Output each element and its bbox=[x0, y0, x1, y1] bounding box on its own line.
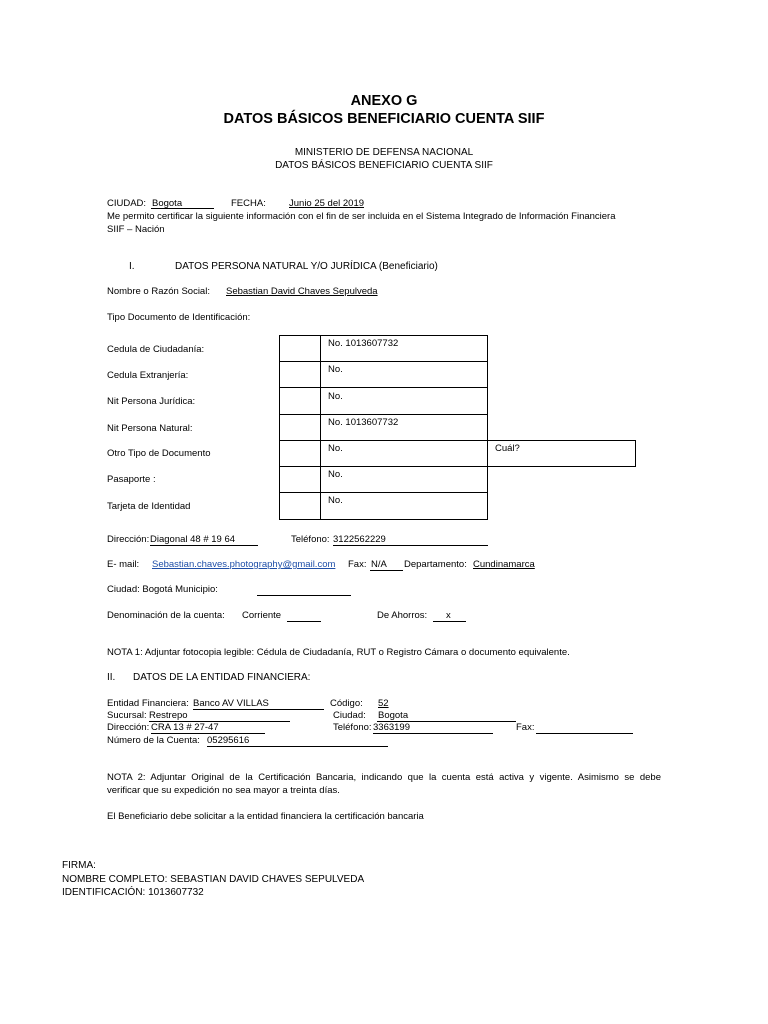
corriente-underline[interactable] bbox=[287, 621, 321, 622]
cuenta-underline bbox=[207, 746, 388, 747]
entidad-direccion-label: Dirección: bbox=[107, 722, 150, 733]
razon-social-label: Nombre o Razón Social: bbox=[107, 286, 210, 297]
doc-label-pasaporte: Pasaporte : bbox=[107, 474, 156, 485]
doc-number-nit-natural: No. 1013607732 bbox=[328, 417, 399, 428]
entidad-telefono-underline bbox=[373, 733, 493, 734]
telefono-underline bbox=[333, 545, 488, 546]
section2-title: DATOS DE LA ENTIDAD FINANCIERA: bbox=[133, 672, 311, 683]
entidad-telefono-label: Teléfono: bbox=[333, 722, 372, 733]
direccion-value[interactable]: Diagonal 48 # 19 64 bbox=[150, 534, 236, 545]
ahorros-underline bbox=[433, 621, 466, 622]
codigo-label: Código: bbox=[330, 698, 363, 709]
doc-checkbox-nit-natural[interactable] bbox=[279, 414, 321, 441]
entidad-value[interactable]: Banco AV VILLAS bbox=[193, 698, 269, 709]
direccion-label: Dirección: bbox=[107, 534, 150, 545]
doc-checkbox-cedula-ciudadania[interactable] bbox=[279, 335, 321, 362]
direccion-underline bbox=[150, 545, 258, 546]
ciudad-value[interactable]: Bogota bbox=[152, 198, 183, 209]
doc-number-box-tarjeta-identidad[interactable] bbox=[320, 492, 488, 520]
section2-number: II. bbox=[107, 672, 116, 683]
email-link[interactable]: Sebastian.chaves.photography@gmail.com bbox=[152, 559, 336, 570]
doc-number-pasaporte: No. bbox=[328, 469, 343, 480]
doc-checkbox-tarjeta-identidad[interactable] bbox=[279, 492, 321, 520]
doc-number-box-otro[interactable] bbox=[320, 440, 636, 467]
ahorros-label: De Ahorros: bbox=[377, 610, 428, 621]
nota-2-line-1: NOTA 2: Adjuntar Original de la Certificación Bancaria, indicando que la cuenta está activa y vigente. Asimismo se debe bbox=[107, 772, 661, 783]
doc-label-tarjeta-identidad: Tarjeta de Identidad bbox=[107, 501, 191, 512]
doc-checkbox-nit-juridica[interactable] bbox=[279, 387, 321, 415]
fax-underline bbox=[370, 570, 403, 571]
entidad-direccion-underline bbox=[151, 733, 265, 734]
ministry-name: MINISTERIO DE DEFENSA NACIONAL bbox=[294, 147, 474, 158]
tipo-documento-label: Tipo Documento de Identificación: bbox=[107, 312, 251, 323]
doc-checkbox-otro[interactable] bbox=[279, 440, 321, 467]
section1-title: DATOS PERSONA NATURAL Y/O JURÍDICA (Beneficiario) bbox=[175, 261, 438, 272]
entidad-fax-underline[interactable] bbox=[536, 733, 633, 734]
entidad-ciudad-value[interactable]: Bogota bbox=[378, 710, 409, 721]
entidad-label: Entidad Financiera: bbox=[107, 698, 189, 709]
codigo-value[interactable]: 52 bbox=[378, 698, 389, 709]
nombre-completo: NOMBRE COMPLETO: SEBASTIAN DAVID CHAVES SEPULVEDA bbox=[62, 874, 365, 885]
document-title: DATOS BÁSICOS BENEFICIARIO CUENTA SIIF bbox=[223, 111, 545, 127]
doc-label-cedula-ciudadania: Cedula de Ciudadanía: bbox=[107, 344, 205, 355]
departamento-label: Departamento: bbox=[404, 559, 467, 570]
razon-social-value[interactable]: Sebastian David Chaves Sepulveda bbox=[226, 286, 378, 297]
anexo-heading: ANEXO G bbox=[350, 93, 418, 109]
doc-otro-cual: Cuál? bbox=[495, 443, 520, 454]
certify-line-1: Me permito certificar la siguiente información con el fin de ser incluida en el Sistema Integrado de Información Financiera bbox=[107, 211, 616, 222]
doc-label-cedula-extranjeria: Cedula Extranjería: bbox=[107, 370, 189, 381]
corriente-label: Corriente bbox=[242, 610, 282, 621]
doc-number-cedula-extranjeria: No. bbox=[328, 364, 343, 375]
telefono-value[interactable]: 3122562229 bbox=[333, 534, 386, 545]
entidad-fax-label: Fax: bbox=[516, 722, 535, 733]
ciudad-municipio-label: Ciudad: Bogotá Municipio: bbox=[107, 584, 218, 595]
doc-number-otro: No. bbox=[328, 443, 343, 454]
section1-number: I. bbox=[129, 261, 135, 272]
denominacion-label: Denominación de la cuenta: bbox=[107, 610, 225, 621]
fax-label: Fax: bbox=[348, 559, 367, 570]
doc-checkbox-cedula-extranjeria[interactable] bbox=[279, 361, 321, 388]
doc-otro-divider bbox=[487, 440, 488, 467]
doc-label-nit-natural: Nit Persona Natural: bbox=[107, 423, 193, 434]
identificacion: IDENTIFICACIÓN: 1013607732 bbox=[62, 887, 204, 898]
telefono-label: Teléfono: bbox=[291, 534, 330, 545]
document-subtitle: DATOS BÁSICOS BENEFICIARIO CUENTA SIIF bbox=[275, 160, 493, 171]
ahorros-value[interactable]: x bbox=[446, 610, 451, 621]
entidad-underline bbox=[193, 709, 324, 710]
entidad-direccion-value[interactable]: CRA 13 # 27-47 bbox=[151, 722, 219, 733]
ciudad-label: CIUDAD: bbox=[107, 198, 147, 209]
fecha-value[interactable]: Junio 25 del 2019 bbox=[289, 198, 365, 209]
departamento-value[interactable]: Cundinamarca bbox=[473, 559, 535, 570]
cuenta-label: Número de la Cuenta: bbox=[107, 735, 200, 746]
sucursal-label: Sucursal: bbox=[107, 710, 147, 721]
municipio-underline[interactable] bbox=[257, 595, 351, 596]
doc-number-cedula-ciudadania: No. 1013607732 bbox=[328, 338, 399, 349]
doc-label-nit-juridica: Nit Persona Jurídica: bbox=[107, 396, 196, 407]
doc-label-otro: Otro Tipo de Documento bbox=[107, 448, 211, 459]
ciudad-underline bbox=[151, 208, 214, 209]
doc-number-box-nit-juridica[interactable] bbox=[320, 387, 488, 415]
doc-number-nit-juridica: No. bbox=[328, 391, 343, 402]
doc-number-box-cedula-extranjeria[interactable] bbox=[320, 361, 488, 388]
entidad-ciudad-label: Ciudad: bbox=[333, 710, 366, 721]
nota-2-line-2: verificar que su expedición no sea mayor a treinta días. bbox=[107, 785, 340, 796]
firma-label: FIRMA: bbox=[62, 860, 96, 871]
certify-line-2: SIIF – Nación bbox=[107, 224, 165, 235]
doc-number-box-pasaporte[interactable] bbox=[320, 466, 488, 493]
fax-value[interactable]: N/A bbox=[371, 559, 387, 570]
fecha-label: FECHA: bbox=[231, 198, 266, 209]
doc-checkbox-pasaporte[interactable] bbox=[279, 466, 321, 493]
email-label: E- mail: bbox=[107, 559, 140, 570]
nota-1: NOTA 1: Adjuntar fotocopia legible: Cédula de Ciudadanía, RUT o Registro Cámara o documento equivalente. bbox=[107, 647, 570, 658]
cuenta-value[interactable]: 05295616 bbox=[207, 735, 250, 746]
doc-number-tarjeta-identidad: No. bbox=[328, 495, 343, 506]
beneficiario-note: El Beneficiario debe solicitar a la entidad financiera la certificación bancaria bbox=[107, 811, 424, 822]
entidad-telefono-value[interactable]: 3363199 bbox=[373, 722, 410, 733]
sucursal-value[interactable]: Restrepo bbox=[149, 710, 188, 721]
